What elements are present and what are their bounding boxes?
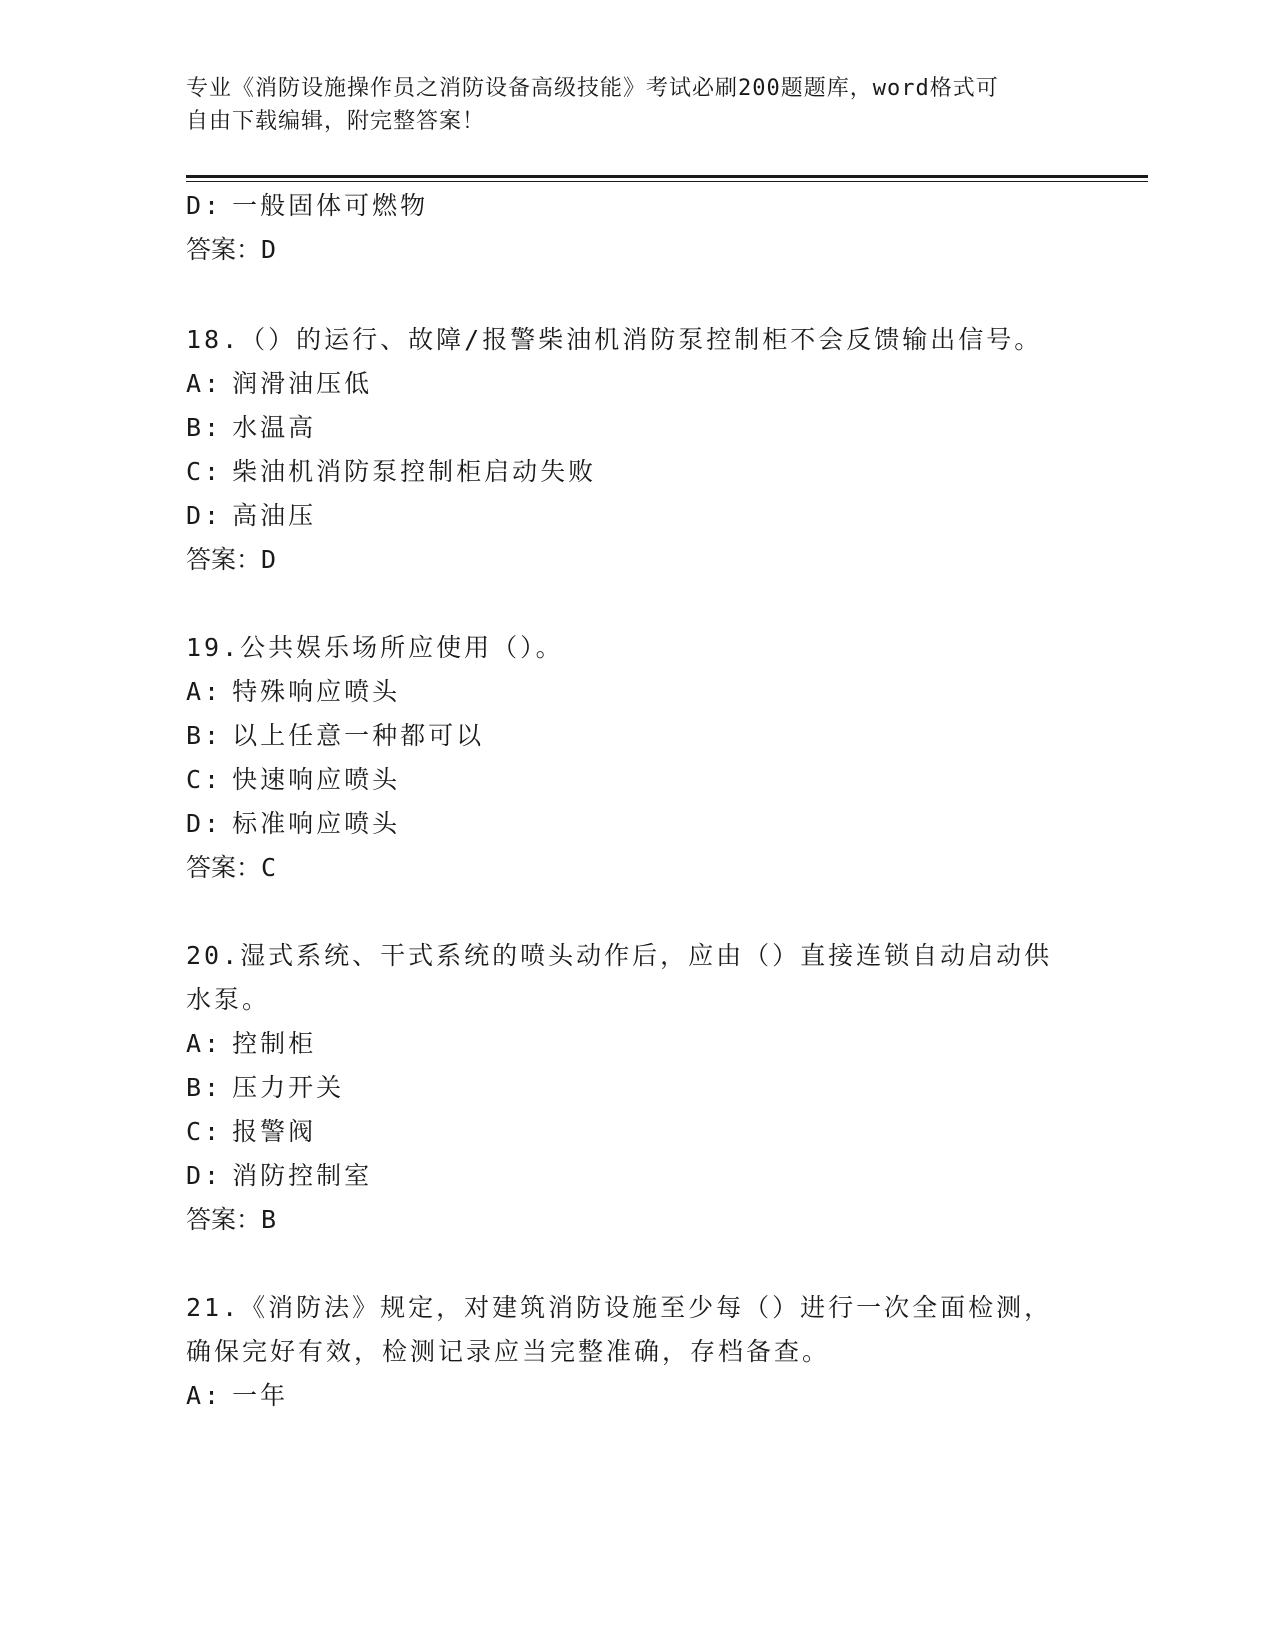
q20-stem-line-1: 20.湿式系统、干式系统的喷头动作后，应由（）直接连锁自动启动供: [186, 941, 1053, 970]
option-letter: C:: [186, 765, 223, 794]
q19-answer: [186, 848, 276, 884]
answer-value: C: [261, 853, 277, 882]
header-line-2: 自由下载编辑，附完整答案！: [186, 109, 486, 134]
option-text: 柴油机消防泵控制柜启动失败: [232, 457, 597, 486]
q21-stem-line-1: 21.《消防法》规定，对建筑消防设施至少每（）进行一次全面检测，: [186, 1293, 1053, 1322]
option-text: 特殊响应喷头: [232, 677, 401, 706]
header-divider-thick: [186, 175, 1148, 178]
option-text: 水温高: [232, 413, 317, 442]
document-header: [186, 72, 1066, 138]
q18-option-a: [186, 364, 372, 400]
q18-option-b: [186, 408, 316, 444]
option-text: 以上任意一种都可以: [232, 721, 485, 750]
answer-value: D: [261, 545, 277, 574]
answer-label: 答案：: [186, 545, 262, 574]
q19-option-c: [186, 760, 400, 796]
option-text: 标准响应喷头: [232, 809, 401, 838]
q18-stem: 18.（）的运行、故障/报警柴油机消防泵控制柜不会反馈输出信号。: [186, 325, 1043, 354]
option-letter: C:: [186, 457, 223, 486]
option-text: 高油压: [232, 501, 317, 530]
option-text: 一年: [232, 1381, 289, 1410]
q20-option-b: [186, 1068, 344, 1104]
q18-option-d: [186, 496, 316, 532]
prev-option-d: [186, 186, 428, 222]
answer-label: 答案：: [186, 1205, 262, 1234]
answer-value: D: [261, 235, 277, 264]
option-letter: A:: [186, 1381, 223, 1410]
option-letter: B:: [186, 1073, 223, 1102]
answer-value: B: [261, 1205, 277, 1234]
q20-option-c: [186, 1112, 316, 1148]
option-text: 快速响应喷头: [232, 765, 401, 794]
q18-option-c: [186, 452, 596, 488]
option-text: 消防控制室: [232, 1161, 373, 1190]
option-text: 润滑油压低: [232, 369, 373, 398]
q18-answer: [186, 540, 276, 576]
q20-answer: [186, 1200, 276, 1236]
option-text: 报警阀: [232, 1117, 317, 1146]
answer-label: 答案：: [186, 853, 262, 882]
option-text: 一般固体可燃物: [232, 191, 429, 220]
q19-stem: 19.公共娱乐场所应使用（）。: [186, 633, 564, 662]
prev-answer: [186, 230, 276, 266]
option-letter: D:: [186, 1161, 223, 1190]
q19-option-b: [186, 716, 484, 752]
q21-option-a: [186, 1376, 288, 1412]
q20-option-a: [186, 1024, 316, 1060]
option-letter: B:: [186, 721, 223, 750]
q19-option-a: [186, 672, 400, 708]
option-letter: A:: [186, 369, 223, 398]
option-text: 压力开关: [232, 1073, 345, 1102]
option-letter: D:: [186, 501, 223, 530]
q19-option-d: [186, 804, 400, 840]
answer-label: 答案：: [186, 235, 262, 264]
option-letter: C:: [186, 1117, 223, 1146]
header-divider-thin: [186, 181, 1148, 182]
option-letter: D:: [186, 191, 223, 220]
q21-stem-line-2: 确保完好有效，检测记录应当完整准确，存档备查。: [186, 1337, 831, 1366]
option-letter: A:: [186, 677, 223, 706]
q20-stem-line-2: 水泵。: [186, 985, 271, 1014]
option-letter: B:: [186, 413, 223, 442]
q20-option-d: [186, 1156, 372, 1192]
header-line-1: 专业《消防设施操作员之消防设备高级技能》考试必刷200题题库，word格式可: [186, 76, 999, 101]
option-text: 控制柜: [232, 1029, 317, 1058]
option-letter: D:: [186, 809, 223, 838]
option-letter: A:: [186, 1029, 223, 1058]
